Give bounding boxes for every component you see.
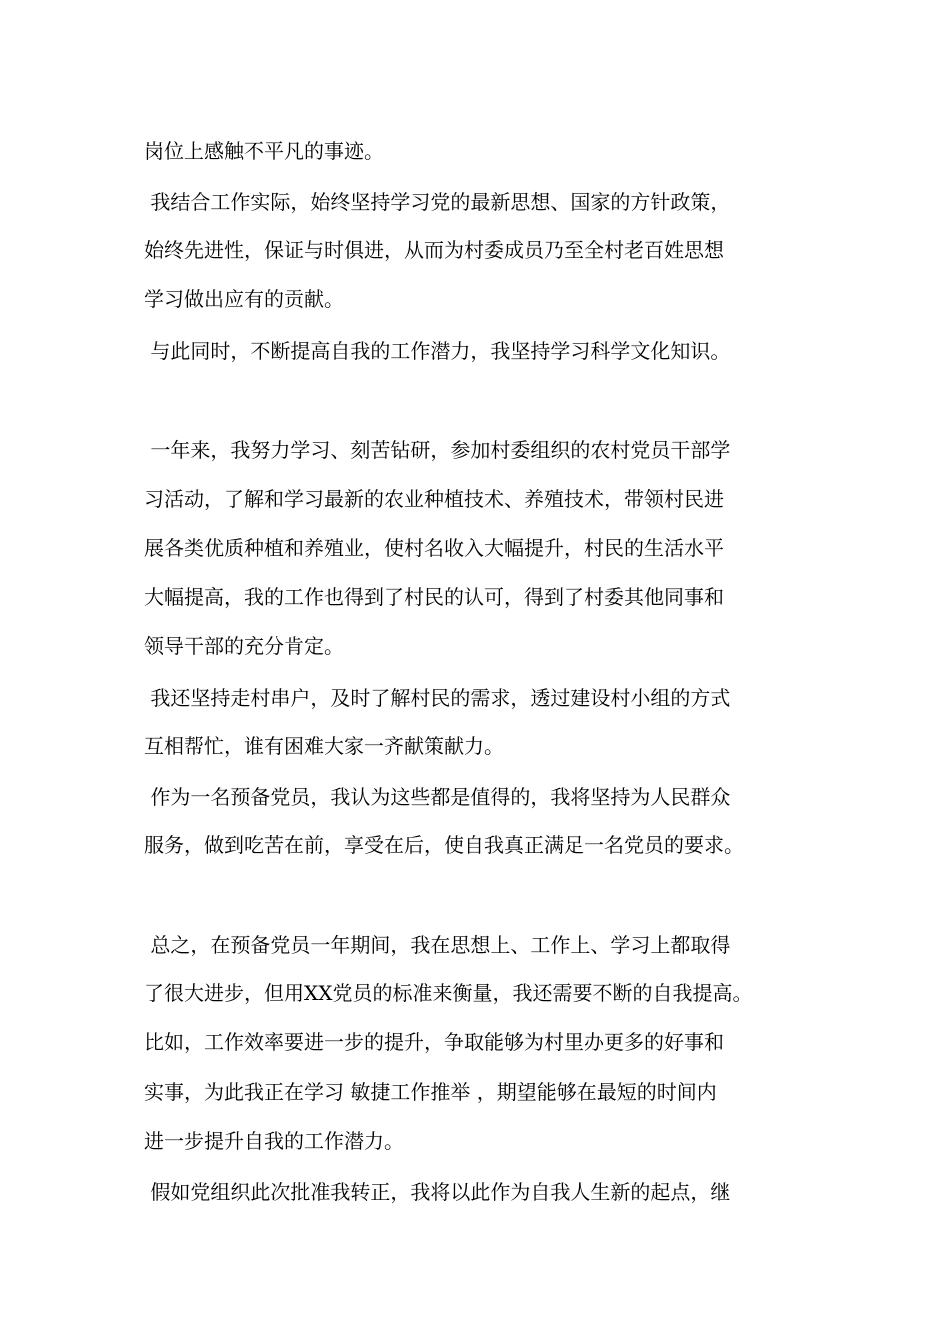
text-line: 展各类优质种植和养殖业，使村名收入大幅提升，村民的生活水平 bbox=[144, 536, 724, 560]
text-line: 领导干部的充分肯定。 bbox=[144, 634, 344, 658]
text-line: 岗位上感触不平凡的事迹。 bbox=[144, 139, 384, 163]
text-line: 我还坚持走村串户，及时了解村民的需求，透过建设村小组的方式 bbox=[144, 686, 731, 710]
text-line: 一年来，我努力学习、刻苦钻研，参加村委组织的农村党员干部学 bbox=[144, 438, 731, 462]
text-line: 假如党组织此次批准我转正，我将以此作为自我人生新的起点，继 bbox=[144, 1180, 731, 1204]
text-line: 比如，工作效率要进一步的提升，争取能够为村里办更多的好事和 bbox=[144, 1030, 724, 1054]
text-line: 服务，做到吃苦在前，享受在后，使自我真正满足一名党员的要求。 bbox=[144, 833, 744, 857]
text-line: 大幅提高，我的工作也得到了村民的认可，得到了村委其他同事和 bbox=[144, 585, 724, 609]
text-line: 习活动，了解和学习最新的农业种植技术、养殖技术，带领村民进 bbox=[144, 487, 724, 511]
text-line: 作为一名预备党员，我认为这些都是值得的，我将坚持为人民群众 bbox=[144, 785, 731, 809]
text-line: 总之，在预备党员一年期间，我在思想上、工作上、学习上都取得 bbox=[144, 933, 731, 957]
text-line: 学习做出应有的贡献。 bbox=[144, 287, 344, 311]
text-line: 互相帮忙，谁有困难大家一齐献策献力。 bbox=[144, 734, 504, 758]
text-line: 进一步提升自我的工作潜力。 bbox=[144, 1129, 404, 1153]
text-line: 实事，为此我正在学习 敏捷工作推举 ，期望能够在最短的时间内 bbox=[144, 1080, 717, 1104]
text-line: 与此同时，不断提高自我的工作潜力，我坚持学习科学文化知识。 bbox=[144, 339, 731, 363]
text-line: 了很大进步，但用XX党员的标准来衡量，我还需要不断的自我提高。 bbox=[144, 981, 753, 1005]
text-line: 始终先进性，保证与时俱进，从而为村委成员乃至全村老百姓思想 bbox=[144, 238, 724, 262]
text-line: 我结合工作实际，始终坚持学习党的最新思想、国家的方针政策， bbox=[144, 190, 731, 214]
